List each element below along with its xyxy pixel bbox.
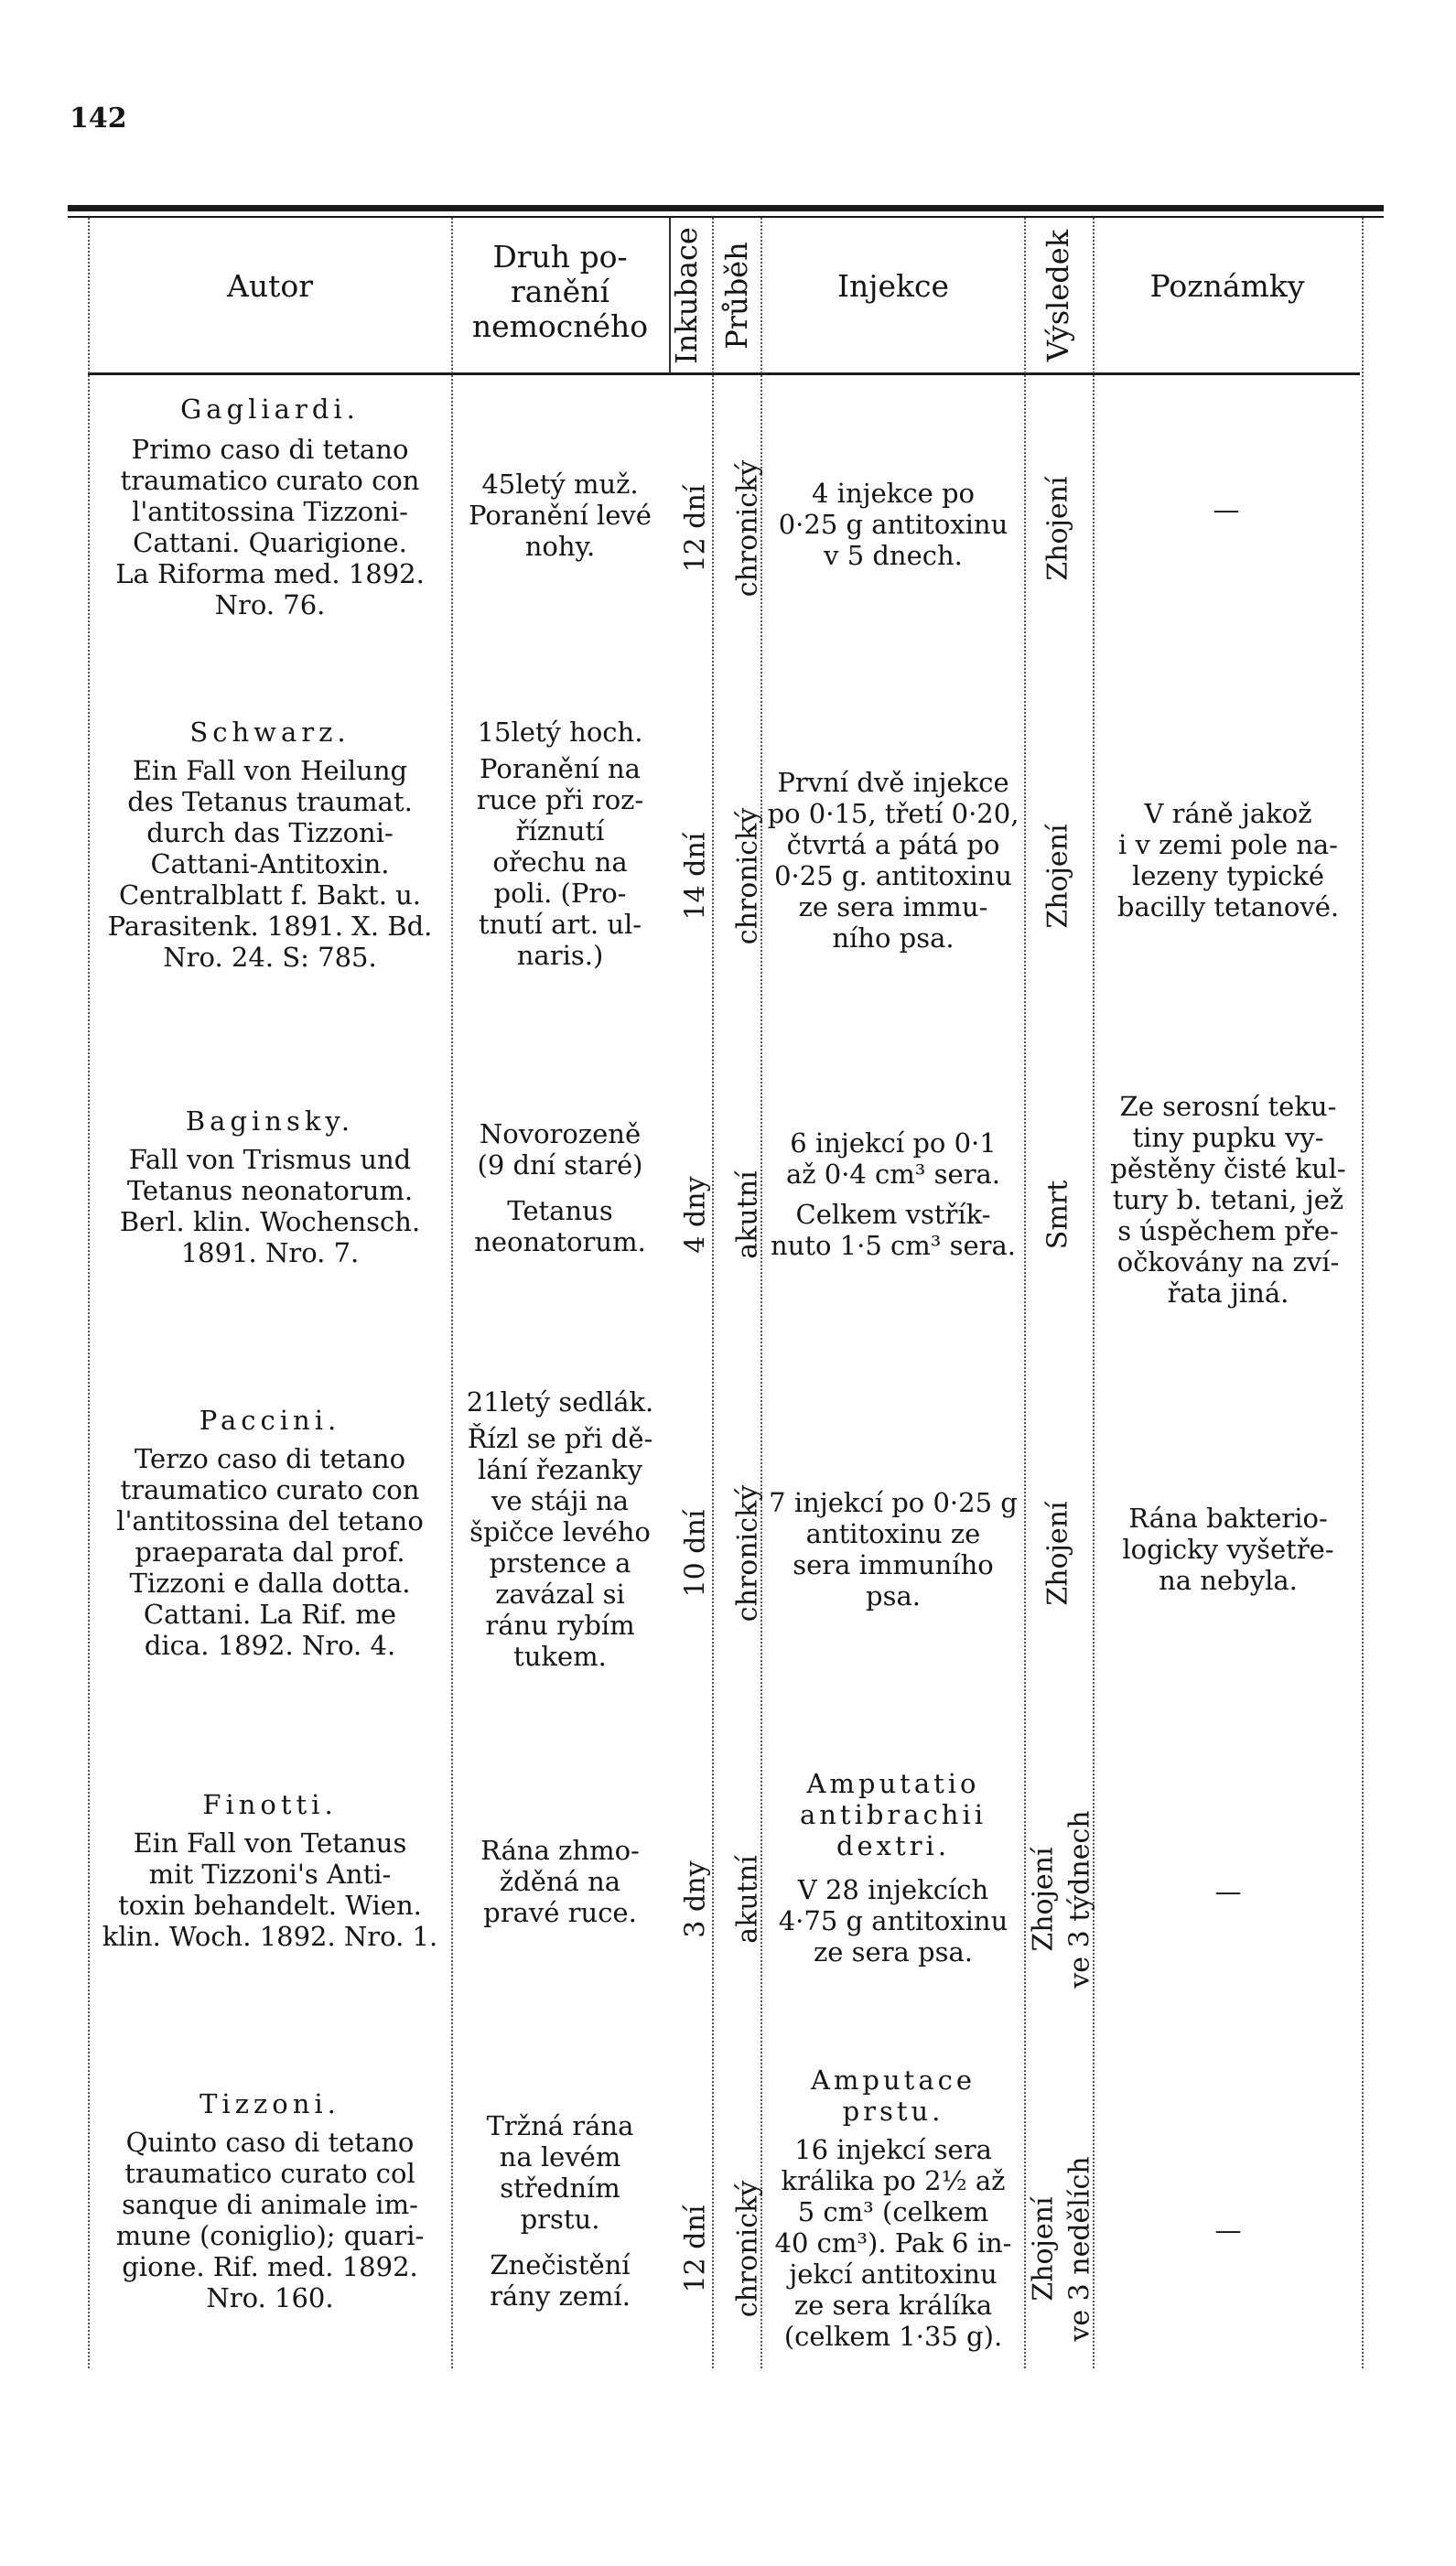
druh-line: středním [500, 2172, 620, 2204]
injekce-line: králika po 2½ až [781, 2165, 1006, 2196]
author-citation [92, 1827, 448, 1952]
row-prubeh: akutní [731, 1170, 764, 1259]
header-rule [88, 372, 1360, 375]
author-name: Baginsky. [185, 1105, 355, 1137]
citation-line: mit Tizzoni's Anti- [148, 1859, 392, 1890]
citation-line: La Riforma med. 1892. [115, 558, 425, 589]
row-vysledek: ve 3 nedělích [1063, 2156, 1096, 2342]
druh-line: Poranění levé [469, 500, 652, 531]
row-autor [92, 1105, 448, 1268]
author-name: Paccini. [199, 1405, 341, 1436]
row-vysledek: Smrt [1041, 1180, 1074, 1250]
druh-line: rány zemí. [490, 2280, 631, 2312]
row-autor [92, 717, 448, 973]
injekce-title-line: Amputatio [806, 1768, 980, 1799]
header-injekce: Injekce [836, 268, 950, 304]
druh-line: zavázal si [495, 1579, 625, 1610]
row-vysledek: Zhojení [1041, 824, 1074, 929]
citation-line: Nro. 76. [214, 589, 326, 620]
injekce-line: čtvrtá a pátá po [786, 829, 1000, 860]
row-inkubace: 10 dní [679, 1509, 712, 1598]
citation-line: mune (coniglio); quari- [115, 2220, 425, 2251]
row-poznamky: — [1214, 2215, 1242, 2246]
header-druh-line: Druh po- [492, 239, 628, 275]
injekce-line: 5 cm³ (celkem [797, 2196, 989, 2227]
citation-line: des Tetanus traumat. [127, 786, 413, 817]
row-inkubace: 12 dní [679, 2205, 712, 2293]
injekce-title-line: Amputace [810, 2065, 976, 2096]
row-inkubace: 14 dní [679, 832, 712, 921]
row-poznamky: — [1214, 1876, 1242, 1907]
citation-line: Cattani. La Rif. me [143, 1599, 397, 1630]
row-vysledek: Zhojení [1027, 1847, 1060, 1952]
header-vysledek: Výsledek [1041, 229, 1075, 362]
druh-line: tnutí art. ul- [478, 909, 642, 940]
druh-line: Novorozeně [479, 1118, 642, 1149]
poznamky-line: lezeny typické [1131, 860, 1324, 891]
citation-line: Cattani-Antitoxin. [150, 848, 390, 879]
row-injekce [765, 767, 1021, 954]
citation-line: toxin behandelt. Wien. [118, 1890, 422, 1921]
row-vysledek: Zhojení [1041, 1501, 1074, 1606]
row-autor [92, 1405, 448, 1661]
header-druh-line: ranění [510, 274, 610, 309]
druh-line: žděná na [499, 1866, 621, 1897]
column-divider [451, 218, 454, 2368]
header-prubeh: Průběh [719, 242, 754, 350]
injekce-line: v 5 dnech. [824, 540, 963, 571]
injekce-line: ze sera immu- [798, 891, 988, 922]
citation-line: Tizzoni e dalla dotta. [129, 1568, 411, 1599]
druh-line: (9 dní staré) [477, 1149, 643, 1181]
druh-line: na levém [499, 2141, 621, 2172]
row-prubeh: chronický [731, 1484, 764, 1623]
injekce-line: ze sera králíka [793, 2290, 993, 2321]
druh-line: Znečistění [490, 2249, 631, 2280]
druh-line: poli. (Pro- [493, 878, 627, 909]
injekce-line: po 0·15, třetí 0·20, [767, 798, 1019, 829]
citation-line: Nro. 24. S: 785. [163, 942, 377, 973]
injekce-line: Celkem vstřík- [795, 1199, 991, 1230]
row-injekce [765, 478, 1021, 571]
druh-line: Tržná rána [486, 2110, 634, 2141]
column-divider [1093, 218, 1095, 2368]
column-divider [1362, 218, 1364, 2368]
injekce-line: sera immuního [793, 1549, 994, 1580]
poznamky-line: Ze serosní teku- [1119, 1091, 1337, 1122]
citation-line: gione. Rif. med. 1892. [122, 2251, 418, 2282]
row-poznamky [1098, 798, 1358, 922]
citation-line: Berl. klin. Wochensch. [119, 1206, 421, 1237]
column-divider [88, 218, 91, 2368]
row-vysledek: Zhojení [1041, 476, 1074, 581]
author-citation [92, 434, 448, 620]
citation-line: klin. Woch. 1892. Nro. 1. [102, 1921, 438, 1952]
row-inkubace: 4 dny [679, 1176, 712, 1254]
druh-line: 15letý hoch. [477, 717, 643, 748]
author-citation [92, 755, 448, 973]
citation-line: traumatico curato con [120, 465, 420, 496]
druh-line: neonatorum. [474, 1226, 646, 1257]
citation-line: traumatico curato con [120, 1474, 420, 1505]
citation-line: praeparata dal prof. [135, 1536, 405, 1568]
citation-line: Centralblatt f. Bakt. u. [118, 879, 422, 911]
row-vysledek: ve 3 týdnech [1063, 1810, 1096, 1989]
poznamky-line: s úspěchem pře- [1117, 1215, 1339, 1246]
poznamky-line: logicky vyšetře- [1122, 1534, 1334, 1565]
row-injekce [765, 1768, 1021, 1968]
injekce-line: 6 injekcí po 0·1 [790, 1127, 997, 1159]
top-rule [68, 205, 1384, 211]
poznamky-line: pěstěny čisté kul- [1110, 1153, 1346, 1184]
row-vysledek: Zhojení [1027, 2196, 1060, 2302]
druh-line: 21letý sedlák. [466, 1386, 654, 1418]
citation-line: Quinto caso di tetano [125, 2127, 415, 2158]
druh-line: ořechu na [492, 846, 628, 878]
row-druh [455, 1386, 665, 1672]
injekce-line: ze sera psa. [813, 1936, 974, 1968]
druh-line: Řízl se při dě- [467, 1423, 653, 1454]
injekce-line: 4·75 g antitoxinu [778, 1905, 1008, 1936]
injekce-line: ního psa. [832, 922, 954, 954]
row-druh [455, 469, 665, 562]
row-prubeh: chronický [731, 2180, 764, 2318]
row-prubeh: chronický [731, 459, 764, 598]
citation-line: Cattani. Quarigione. [133, 527, 407, 558]
citation-line: Ein Fall von Heilung [132, 755, 408, 786]
poznamky-line: Rána bakterio- [1128, 1503, 1328, 1534]
citation-line: l'antitossina del tetano [116, 1505, 424, 1536]
spacer [455, 1181, 665, 1195]
row-autor [92, 1789, 448, 1952]
injekce-line: 4 injekce po [812, 478, 975, 509]
poznamky-line: řata jiná. [1167, 1278, 1289, 1309]
injekce-line: až 0·4 cm³ sera. [785, 1159, 1001, 1190]
injekce-line: 0·25 g antitoxinu [778, 509, 1008, 540]
druh-line: ve stáji na [491, 1485, 630, 1516]
header-druh [453, 240, 667, 344]
poznamky-line: tiny pupku vy- [1132, 1122, 1324, 1153]
row-druh [455, 1118, 665, 1257]
spacer [455, 2235, 665, 2249]
citation-line: sanque di animale im- [122, 2189, 418, 2220]
druh-line: prstu. [520, 2204, 600, 2235]
injekce-line: jekcí antitoxinu [789, 2259, 998, 2290]
druh-line: Poranění na [480, 753, 641, 784]
row-injekce [765, 2065, 1021, 2352]
druh-line: Rána zhmo- [480, 1835, 640, 1866]
row-prubeh: chronický [731, 807, 764, 945]
row-autor [92, 394, 448, 620]
citation-line: Nro. 160. [206, 2282, 334, 2313]
injekce-line: V 28 injekcích [797, 1874, 989, 1905]
injekce-title-line: antibrachii [799, 1799, 987, 1830]
druh-line: naris.) [516, 940, 604, 971]
citation-line: Ein Fall von Tetanus [133, 1827, 407, 1859]
author-citation [92, 2127, 448, 2313]
page-number: 142 [70, 102, 127, 135]
citation-line: Primo caso di tetano [131, 434, 409, 465]
row-inkubace: 12 dní [679, 484, 712, 573]
injekce-title-line: dextri. [836, 1830, 951, 1861]
poznamky-line: bacilly tetanové. [1116, 891, 1340, 922]
druh-line: špičce levého [469, 1516, 651, 1547]
row-prubeh: akutní [731, 1855, 764, 1944]
author-name: Schwarz. [189, 717, 351, 748]
druh-line: 45letý muž. [481, 469, 639, 500]
row-poznamky [1098, 1091, 1358, 1309]
header-druh-line: nemocného [471, 308, 649, 344]
row-druh [455, 2110, 665, 2312]
druh-line: pravé ruce. [483, 1897, 637, 1928]
author-citation [92, 1443, 448, 1661]
header-inkubace: Inkubace [669, 227, 704, 364]
citation-line: traumatico curato col [124, 2158, 415, 2189]
injekce-line: 16 injekcí sera [794, 2134, 992, 2165]
column-divider [712, 218, 715, 2368]
row-druh [455, 1835, 665, 1928]
poznamky-line: i v zemi pole na- [1118, 829, 1338, 860]
header-autor: Autor [227, 268, 313, 304]
poznamky-line: tury b. tetani, jež [1112, 1184, 1344, 1215]
citation-line: Parasitenk. 1891. X. Bd. [107, 911, 433, 942]
druh-line: Tetanus [507, 1195, 613, 1226]
author-name: Gagliardi. [180, 394, 360, 425]
injekce-line: antitoxinu ze [805, 1518, 981, 1549]
injekce-line: nuto 1·5 cm³ sera. [770, 1230, 1017, 1261]
poznamky-line: očkovány na zví- [1116, 1246, 1340, 1278]
row-poznamky [1098, 1503, 1358, 1596]
citation-line: 1891. Nro. 7. [180, 1237, 360, 1268]
injekce-line: 0·25 g. antitoxinu [774, 860, 1012, 891]
author-citation [92, 1144, 448, 1268]
row-inkubace: 3 dny [679, 1860, 712, 1938]
top-rule-thin [68, 216, 1384, 218]
author-name: Finotti. [202, 1789, 338, 1820]
row-injekce [765, 1487, 1021, 1612]
citation-line: l'antitossina Tizzoni- [132, 496, 408, 527]
injekce-line: 7 injekcí po 0·25 g [769, 1487, 1018, 1518]
injekce-line: psa. [866, 1580, 921, 1612]
citation-line: dica. 1892. Nro. 4. [144, 1630, 396, 1661]
injekce-line: 40 cm³). Pak 6 in- [774, 2227, 1012, 2259]
druh-line: ránu rybím [485, 1610, 635, 1641]
poznamky-line: na nebyla. [1159, 1565, 1298, 1596]
druh-line: říznutí [515, 815, 605, 846]
header-poznamky: Poznámky [1149, 268, 1305, 304]
citation-line: Fall von Trismus und [128, 1144, 412, 1175]
druh-line: prstence a [489, 1547, 631, 1579]
author-name: Tizzoni. [200, 2088, 340, 2119]
injekce-line: (celkem 1·35 g). [783, 2321, 1003, 2352]
column-divider [1024, 218, 1027, 2368]
row-poznamky: — [1213, 494, 1240, 525]
citation-line: durch das Tizzoni- [146, 817, 394, 848]
row-injekce [765, 1127, 1021, 1261]
poznamky-line: V ráně jakož [1144, 798, 1312, 829]
row-druh [455, 717, 665, 971]
druh-line: ruce při roz- [476, 784, 644, 815]
injekce-title-line: prstu. [842, 2096, 944, 2127]
injekce-line: První dvě injekce [777, 767, 1009, 798]
row-autor [92, 2088, 448, 2313]
druh-line: tukem. [513, 1641, 607, 1672]
druh-line: nohy. [524, 531, 596, 562]
citation-line: Terzo caso di tetano [134, 1443, 406, 1474]
druh-line: lání řezanky [478, 1454, 642, 1485]
citation-line: Tetanus neonatorum. [126, 1175, 414, 1206]
